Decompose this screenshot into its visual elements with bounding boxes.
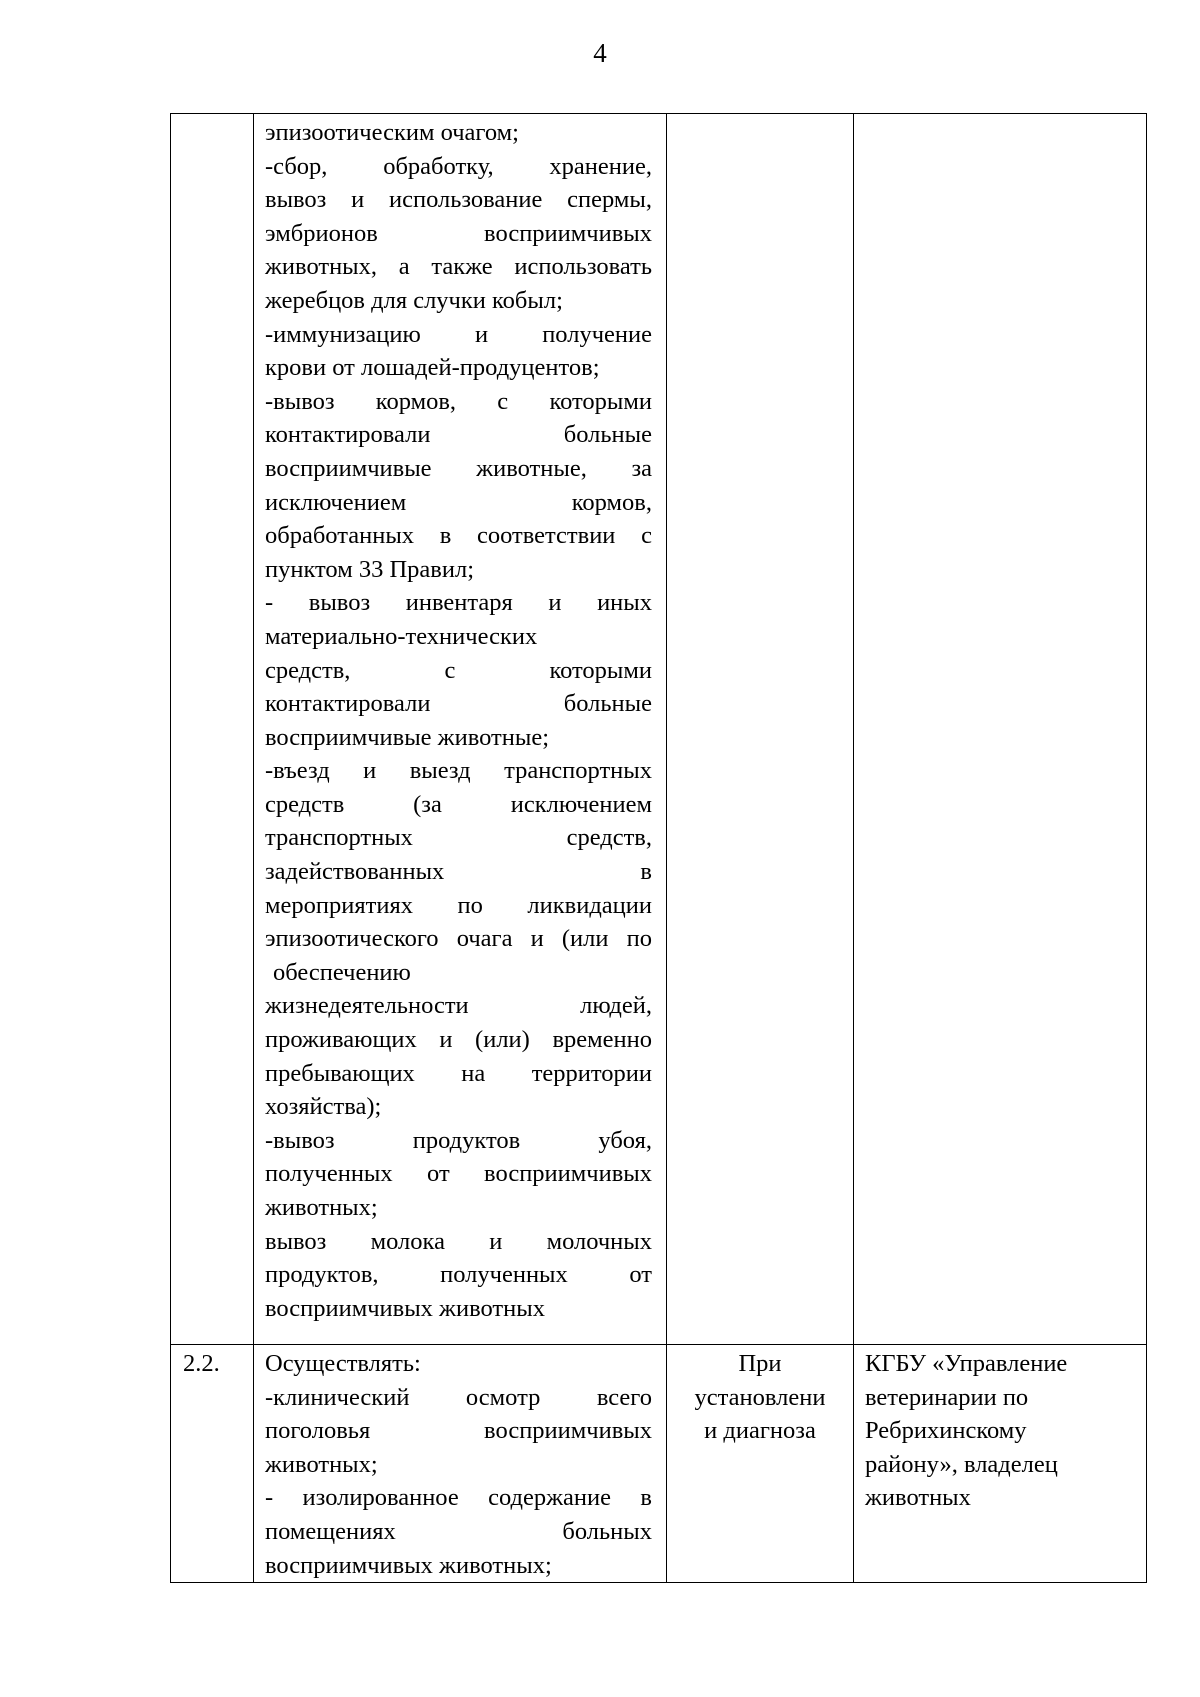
measure-line: -въезд и выезд транспортных [265,757,652,785]
term-cell [667,1345,854,1583]
measure-line: пребывающих на территории [265,1059,652,1087]
measure-line: -вывоз продуктов убоя, [265,1126,652,1154]
responsible-line: ветеринарии по [865,1383,1029,1411]
measure-line: эпизоотического очага и (или по [265,925,652,953]
table-row [171,1345,1147,1583]
measure-line: жеребцов для случки кобыл; [265,286,563,314]
measure-line: транспортных средств, [265,824,652,852]
measure-line: животных; [265,1194,378,1221]
measure-line: вывоз и использование спермы, [265,186,652,214]
measure-line: -иммунизацию и получение [265,320,652,348]
measure-line: жизнедеятельности людей, [265,992,652,1020]
measure-line: эмбрионов восприимчивых [265,219,652,247]
measure-line: эпизоотическим очагом; [265,119,519,146]
measure-line: восприимчивые животные; [265,723,550,751]
responsible-text [854,1345,1146,1515]
measure-line: исключением кормов, [265,488,652,516]
measure-line: мероприятиях по ликвидации [265,891,652,919]
term-text [667,1345,853,1448]
term-cell [667,114,854,1345]
responsible-cell [854,1345,1147,1583]
table-row [171,114,1147,1345]
measure-line: средств (за исключением [265,790,652,818]
measure-line: обработанных в соответствии с [265,522,652,550]
responsible-line: КГБУ «Управление [865,1350,1068,1377]
row-number [171,114,253,116]
term-line: и диагноза [704,1417,816,1445]
measure-line: материально-технических [265,622,538,650]
measure-line: продуктов, полученных от [265,1261,652,1289]
measure-cell [254,114,667,1345]
measure-line: восприимчивых животных; [265,1551,552,1579]
measure-line: восприимчивые животные, за [265,454,652,482]
term-line: При [738,1350,782,1377]
measure-line: -клинический осмотр всего [265,1383,652,1411]
measure-text [254,1345,666,1582]
measure-line: - изолированное содержание в [265,1484,652,1512]
measure-cell [254,1345,667,1583]
measure-line: обеспечению [273,958,411,986]
measure-line: Осуществлять: [265,1350,421,1377]
page-number: 4 [593,38,607,68]
measure-line: восприимчивых животных [265,1294,545,1322]
responsible-cell [854,114,1147,1345]
row-number-cell [171,1345,254,1583]
measure-line: -сбор, обработку, хранение, [265,152,652,180]
measure-line: -вывоз кормов, с которыми [265,387,652,415]
measure-line: вывоз молока и молочных [265,1227,652,1255]
row-number-cell [171,114,254,1345]
measure-line: контактировали больные [265,690,652,718]
measure-line: контактировали больные [265,421,652,449]
responsible-line: животных [865,1484,971,1512]
measure-line: средств, с которыми [265,656,652,684]
measure-line: животных, а также использовать [265,253,652,281]
measure-text [254,114,666,1325]
measure-line: поголовья восприимчивых [265,1417,652,1445]
measure-line: крови от лошадей-продуцентов; [265,354,600,382]
measure-line: помещениях больных [265,1517,652,1545]
row-number: 2.2. [183,1350,220,1377]
measure-line: пунктом 33 Правил; [265,555,475,583]
measure-line: животных; [265,1450,378,1478]
measure-line: хозяйства); [265,1093,382,1121]
responsible-line: Ребрихинскому [865,1417,1027,1445]
measure-line: полученных от восприимчивых [265,1160,652,1188]
responsible-line: району», владелец [865,1450,1058,1478]
measures-table [170,113,1147,1583]
measure-line: - вывоз инвентаря и иных [265,589,652,617]
measure-line: задействованных в [265,858,652,886]
term-line: установлени [694,1383,826,1411]
measure-line: проживающих и (или) временно [265,1026,652,1054]
